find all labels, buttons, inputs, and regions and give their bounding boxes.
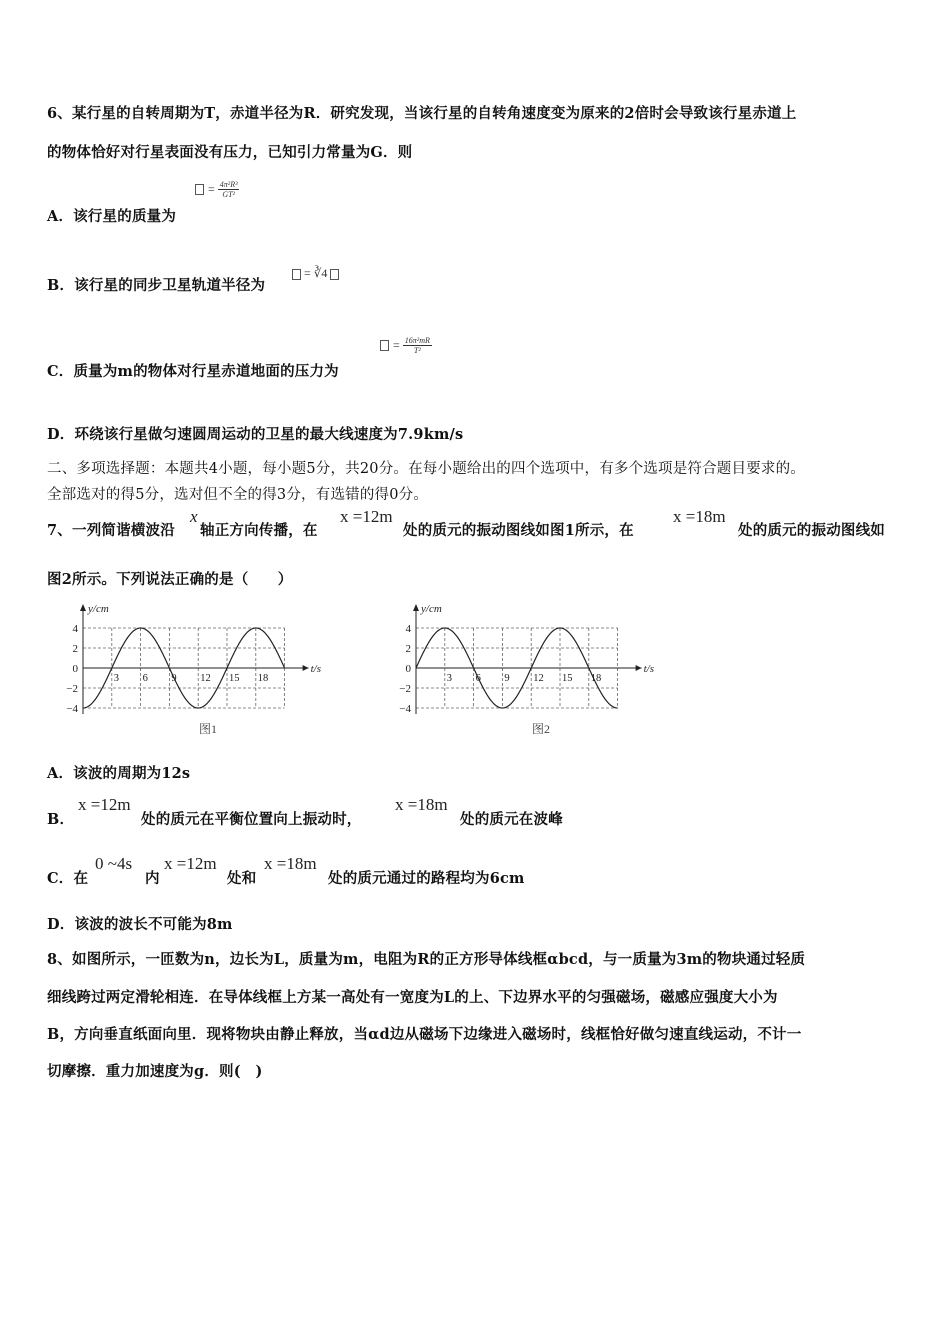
formula-placeholder-icon bbox=[330, 269, 339, 280]
y-tick-label: −2 bbox=[66, 683, 78, 695]
t-tick-label: 12 bbox=[533, 673, 544, 684]
t-axis-arrow-icon bbox=[636, 665, 642, 671]
y-tick-label: 0 bbox=[72, 663, 78, 675]
q6-option-c: C．质量为m的物体对行星赤道地面的压力为 bbox=[47, 363, 339, 380]
q7-option-c-x18: x =18m bbox=[264, 854, 317, 873]
q7-option-c-and: 处和 bbox=[227, 870, 257, 887]
t-tick-label: 3 bbox=[113, 673, 120, 684]
q7-option-b-x12: x =12m bbox=[78, 795, 131, 814]
formula-placeholder-icon bbox=[380, 340, 389, 351]
vibration-figures bbox=[40, 598, 740, 748]
q8-line3: B，方向垂直纸面向里．现将物块由静止释放，当αd边从磁场下边缘进入磁场时，线框恰好做匀速直线运动，不计一 bbox=[47, 1026, 802, 1043]
q7-option-b-end: 处的质元在波峰 bbox=[460, 811, 563, 828]
q7-x-variable: x bbox=[190, 507, 198, 526]
y-tick-label: −4 bbox=[399, 703, 411, 715]
q7-option-c-label: C．在 bbox=[47, 870, 89, 887]
t-tick-label: 12 bbox=[200, 673, 211, 684]
q6-option-d: D．环绕该行星做匀速圆周运动的卫星的最大线速度为7.9km/s bbox=[47, 426, 464, 443]
q7-option-d: D．该波的波长不可能为8m bbox=[47, 916, 233, 933]
t-tick-label: 15 bbox=[562, 673, 573, 684]
q7-option-a: A．该波的周期为12s bbox=[47, 765, 191, 782]
t-axis-arrow-icon bbox=[303, 665, 309, 671]
q7-option-b-label: B． bbox=[47, 811, 75, 828]
formula-a-numerator: 4π²R³ bbox=[219, 180, 238, 189]
t-tick-label: 9 bbox=[504, 673, 510, 684]
y-tick-label: −2 bbox=[399, 683, 411, 695]
y-tick-label: 4 bbox=[72, 623, 78, 635]
formula-placeholder-icon bbox=[195, 184, 204, 195]
q6-formula-a: = $\frac{\text{4π²R³}}{\text{GT²}}$ bbox=[195, 180, 239, 199]
t-tick-label: 3 bbox=[446, 673, 453, 684]
q6-formula-b bbox=[292, 266, 339, 281]
formula-a-denominator: GT² bbox=[222, 190, 235, 199]
figure-caption: 图1 bbox=[198, 722, 218, 736]
q8-line1: 8、如图所示，一匝数为n，边长为L，质量为m，电阻为R的正方形导体线框αbcd，与一质量为3m的物块通过轻质 bbox=[47, 951, 806, 968]
y-tick-label: −4 bbox=[66, 703, 78, 715]
t-tick-label: 9 bbox=[171, 673, 177, 684]
q8-line2: 细线跨过两定滑轮相连．在导体线框上方某一高处有一宽度为L的上、下边界水平的匀强磁场，磁感应强度大小为 bbox=[47, 989, 778, 1006]
q6-formula-c: = $\frac{\text{16π²mR}}{\text{T²}}$ bbox=[380, 336, 432, 355]
t-tick-label: 18 bbox=[590, 673, 602, 684]
q7-stem-part4: 处的质元的振动图线如 bbox=[738, 522, 885, 539]
formula-c-numerator: 16π²mR bbox=[404, 336, 430, 345]
q6-stem-line1: 6、某行星的自转周期为T，赤道半径为R．研究发现，当该行星的自转角速度变为原来的2倍时会导致该行星赤道上 bbox=[47, 105, 797, 122]
t-axis-label: t/s bbox=[643, 663, 655, 675]
t-axis-label: t/s bbox=[310, 663, 322, 675]
q7-x18-math: x =18m bbox=[673, 507, 726, 526]
y-tick-label: 4 bbox=[405, 623, 411, 635]
q7-stem-line2: 图2所示。下列说法正确的是（ ） bbox=[47, 571, 293, 588]
y-tick-label: 2 bbox=[405, 643, 411, 655]
y-axis-arrow-icon bbox=[413, 604, 419, 611]
t-tick-label: 15 bbox=[229, 673, 240, 684]
q7-stem-part1: 7、一列简谐横波沿 bbox=[47, 522, 175, 539]
t-tick-label: 6 bbox=[142, 673, 148, 684]
t-tick-label: 18 bbox=[257, 673, 269, 684]
q7-option-c-x12: x =12m bbox=[164, 854, 217, 873]
q6-option-b: B．该行星的同步卫星轨道半径为 bbox=[47, 277, 266, 294]
figure-caption: 图2 bbox=[531, 722, 551, 736]
q7-option-c-end: 处的质元通过的路程均为6cm bbox=[328, 870, 525, 887]
q7-option-b-x18: x =18m bbox=[395, 795, 448, 814]
section2-line2: 全部选对的得5分，选对但不全的得3分，有选错的得0分。 bbox=[47, 487, 429, 503]
y-axis-label: y/cm bbox=[88, 603, 109, 615]
q7-option-c-range: 0 ~4s bbox=[95, 854, 133, 873]
y-tick-label: 2 bbox=[72, 643, 78, 655]
y-axis-arrow-icon bbox=[80, 604, 86, 611]
q7-option-c-in: 内 bbox=[145, 870, 160, 887]
q7-stem-part3: 处的质元的振动图线如图1所示，在 bbox=[403, 522, 634, 539]
q6-option-a: A．该行星的质量为 bbox=[47, 208, 177, 225]
q6-stem-line2: 的物体恰好对行星表面没有压力，已知引力常量为G．则 bbox=[47, 144, 413, 161]
q7-option-b-mid: 处的质元在平衡位置向上振动时， bbox=[141, 811, 362, 828]
q8-line4: 切摩擦．重力加速度为g．则( ) bbox=[47, 1063, 263, 1080]
q7-stem-part2: 轴正方向传播，在 bbox=[200, 522, 318, 539]
formula-placeholder-icon bbox=[292, 269, 301, 280]
section2-line1: 二、多项选择题：本题共4小题，每小题5分，共20分。在每小题给出的四个选项中，有多个选项是符合题目要求的。 bbox=[47, 461, 805, 477]
t-tick-label: 6 bbox=[475, 673, 481, 684]
formula-b-text: = ∛4 bbox=[304, 266, 328, 280]
y-tick-label: 0 bbox=[405, 663, 411, 675]
y-axis-label: y/cm bbox=[421, 603, 442, 615]
formula-c-denominator: T² bbox=[413, 346, 421, 355]
q7-x12-math: x =12m bbox=[340, 507, 393, 526]
